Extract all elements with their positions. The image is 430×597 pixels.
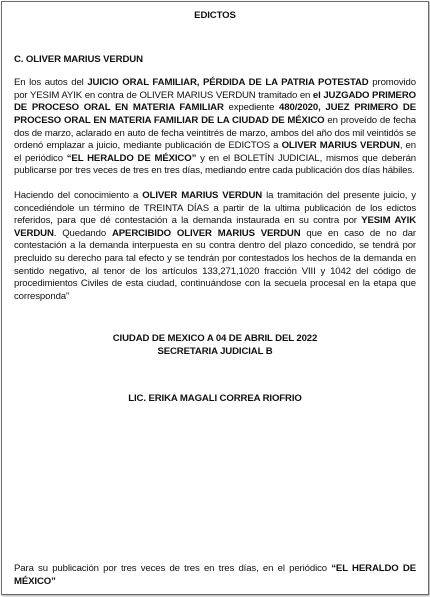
p1-run: , en el periódico	[14, 140, 416, 164]
p1-run: 480/2020, JUEZ PRIMERO DE PROCESO ORAL EN MATERIA FAMILIAR DE LA CIUDAD DE MÉXICO	[14, 102, 416, 126]
p1-run: promovido por YESIM AYIK en contra de OLIVER MARIUS VERDUN tramitado en	[14, 77, 416, 101]
footer-run: Para su publicación por tres veces de tres en tres días, en el periódico	[14, 563, 332, 574]
p2-run: Haciendo del conocimiento a	[14, 189, 143, 201]
p2-run: APERCIBIDO OLIVER MARIUS VERDUN	[111, 227, 301, 239]
document-title: EDICTOS	[194, 10, 236, 21]
p1-run: OLIVER MARIUS VERDUN	[281, 140, 400, 152]
footer-run: “EL HERALDO DE MÉXICO”	[14, 563, 416, 587]
secretaria-label: SECRETARIA JUDICIAL B	[157, 345, 273, 357]
p1-run: “EL HERALDO DE MÉXICO”	[66, 152, 197, 164]
paragraph-summons	[14, 77, 416, 178]
signatory-name: LIC. ERIKA MAGALI CORREA RIOFRIO	[128, 393, 302, 405]
p2-run: la tramitación del presente juicio, y concediéndole un término de TREINTA DÍAS a partir de la ultima publicación de los edictos referidos, para que dé contestación a la demanda instaurada en su contra por	[14, 189, 416, 227]
p2-run: que en caso de no dar contestación a la demanda interpuesta en su contra dentro del plazo concedido, se tendrá por precluido su derecho para tal efecto y se tendrán por contestados los hechos de la demanda en sentido negativo, al tenor de los artículos 133,271,1020 fracción VIII y 1042 del código de procedimientos Civiles de esta ciudad, continuándose con la secuela procesal en la etapa que corresponda”	[14, 227, 416, 302]
p2-run: OLIVER MARIUS VERDUN	[142, 189, 263, 201]
p1-run: En los autos del	[14, 77, 88, 89]
paragraph-notice	[14, 190, 416, 303]
p1-run: JUICIO ORAL FAMILIAR, PÉRDIDA DE LA PATRIA POTESTAD	[87, 77, 369, 89]
p1-run: expediente	[223, 102, 280, 114]
place-date: CIUDAD DE MEXICO A 04 DE ABRIL DEL 2022	[112, 333, 318, 345]
publication-footer	[14, 563, 416, 588]
p1-run: el JUZGADO PRIMERO DE PROCESO ORAL EN MATERIA FAMILIAR	[14, 89, 416, 114]
p1-run: en proveído de fecha dos de marzo, aclarado en auto de fecha veintitrés de marzo, ambos del año dos mil veintidós se ordenó emplazar a juicio, mediante publicación de EDICTOS a	[14, 114, 416, 152]
edict-document	[1, 1, 429, 595]
addressee: C. OLIVER MARIUS VERDUN	[14, 53, 143, 65]
p1-run: y en el BOLETÍN JUDICIAL, mismos que deberán publicarse por tres veces de tres en tres días, mediando entre cada publicación dos días hábiles.	[14, 152, 416, 177]
p2-run: . Quedando	[53, 227, 112, 239]
p2-run: YESIM AYIK VERDUN	[14, 215, 416, 239]
